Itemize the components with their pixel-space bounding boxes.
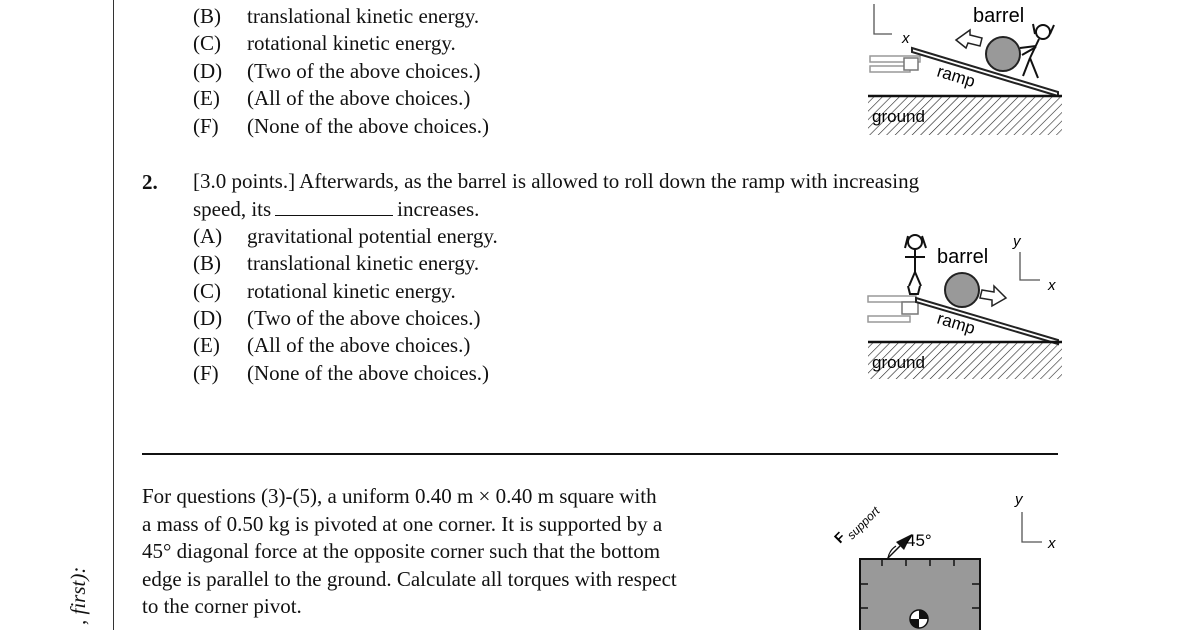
option-text: translational kinetic energy. (247, 251, 480, 275)
option-text: (None of the above choices.) (247, 361, 489, 385)
option-text: (All of the above choices.) (247, 86, 471, 110)
force-subscript: support (844, 503, 883, 543)
y-axis-label: y (1013, 233, 1021, 250)
intro-line-2: a mass of 0.50 kg is pivoted at one corner. It is supported by a (142, 512, 663, 536)
y-axis-label: y (1015, 491, 1023, 508)
q2-ramp-figure (860, 228, 1070, 383)
section-divider (142, 453, 1058, 455)
option-text: translational kinetic energy. (247, 4, 480, 28)
x-axis-label: x (1048, 277, 1056, 294)
intro-line-1: For questions (3)-(5), a uniform 0.40 m × 0.40 m square with (142, 484, 657, 508)
square-pivot-figure (830, 484, 1070, 630)
name-field-label: , first): (66, 566, 90, 625)
option-letter: (C) (193, 279, 221, 303)
barrel-label: barrel (973, 5, 1025, 27)
axis-corner (1022, 512, 1042, 542)
roll-arrow-icon (980, 286, 1006, 306)
ground-label: ground (872, 353, 925, 372)
push-arrow-icon (956, 30, 982, 48)
barrel (945, 273, 979, 307)
question-2-stem-line1: [3.0 points.] Afterwards, as the barrel is allowed to roll down the ramp with increasing (193, 169, 920, 193)
person-icon (905, 235, 926, 294)
barrel-label: barrel (937, 246, 989, 268)
ramp-support (868, 296, 916, 302)
ground-label: ground (872, 107, 925, 126)
angle-label: 45° (906, 531, 932, 550)
x-axis-label: x (1048, 535, 1056, 552)
option-text: gravitational potential energy. (247, 224, 498, 248)
option-letter: (B) (193, 4, 221, 28)
margin-rule (113, 0, 114, 630)
option-letter: (F) (193, 114, 219, 138)
ramp-end-block (904, 58, 918, 70)
question-2-stem-line2 (193, 196, 479, 224)
ramp-support-lower (868, 316, 910, 322)
option-letter: (C) (193, 31, 221, 55)
person-icon (1020, 24, 1054, 78)
ramp-end-block (902, 302, 918, 314)
option-text: rotational kinetic energy. (247, 31, 456, 55)
option-letter: (A) (193, 224, 223, 248)
x-axis-label: x (902, 30, 910, 47)
intro-line-4: edge is parallel to the ground. Calculate all torques with respect (142, 567, 677, 591)
center-of-mass-icon (910, 610, 928, 628)
q1-ramp-figure (860, 0, 1070, 140)
stem-text-before: speed, its (193, 197, 272, 221)
barrel (986, 37, 1020, 71)
option-letter: (D) (193, 306, 223, 330)
option-letter: (E) (193, 333, 220, 357)
ramp-label: ramp (934, 61, 978, 92)
force-symbol: F (830, 528, 849, 547)
option-letter: (D) (193, 59, 223, 83)
option-letter: (F) (193, 361, 219, 385)
stem-text-after: increases. (397, 197, 480, 221)
option-text: (Two of the above choices.) (247, 59, 481, 83)
option-text: (None of the above choices.) (247, 114, 489, 138)
intro-line-3: 45° diagonal force at the opposite corner such that the bottom (142, 539, 661, 563)
axis-corner (874, 4, 892, 34)
axis-corner (1020, 252, 1040, 280)
ramp-label: ramp (934, 308, 978, 339)
option-text: (All of the above choices.) (247, 333, 471, 357)
intro-line-5: to the corner pivot. (142, 594, 302, 618)
answer-blank (275, 197, 393, 216)
question-2-number: 2. (142, 170, 158, 194)
option-letter: (E) (193, 86, 220, 110)
option-text: rotational kinetic energy. (247, 279, 456, 303)
option-letter: (B) (193, 251, 221, 275)
option-text: (Two of the above choices.) (247, 306, 481, 330)
